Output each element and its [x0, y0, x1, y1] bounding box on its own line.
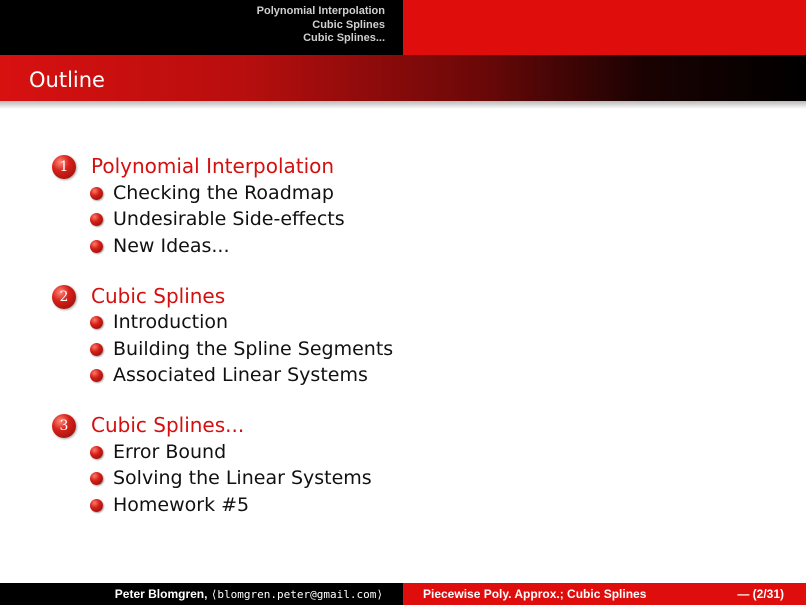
footer-bar: [0, 583, 806, 605]
title-bar-shadow: [0, 101, 806, 109]
subsection-title[interactable]: Building the Spline Segments: [113, 338, 394, 360]
subsection-title[interactable]: Error Bound: [113, 441, 227, 463]
subsection-title[interactable]: Homework #5: [113, 494, 250, 516]
header-right-panel: [403, 0, 806, 55]
footer-author: [115, 587, 383, 602]
outline-subsection[interactable]: [89, 492, 789, 518]
outline-subsection[interactable]: [89, 180, 789, 206]
section-navigation: [257, 5, 385, 46]
ball-bullet-icon: [90, 343, 103, 356]
frame-title: Outline: [29, 68, 105, 92]
header-navigation-bar: [0, 0, 806, 55]
outline-subsection[interactable]: [89, 206, 789, 232]
nav-section-3[interactable]: Cubic Splines...: [303, 32, 385, 44]
section-title[interactable]: Cubic Splines...: [91, 413, 245, 437]
outline-subsection[interactable]: [89, 233, 789, 259]
outline-subsection[interactable]: [89, 362, 789, 388]
section-title[interactable]: Cubic Splines: [91, 284, 226, 308]
ball-bullet-icon: [90, 499, 103, 512]
footer-page-number: — (2/31): [737, 587, 784, 601]
subsection-title[interactable]: Undesirable Side-effects: [113, 208, 345, 230]
section-number-badge: 1: [52, 155, 76, 179]
outline-subsection[interactable]: [89, 465, 789, 491]
nav-section-2[interactable]: Cubic Splines: [312, 18, 385, 31]
ball-bullet-icon: [90, 213, 103, 226]
header-left-panel: [0, 0, 403, 55]
footer-talk-title: Piecewise Poly. Approx.; Cubic Splines: [423, 587, 647, 601]
section-number-badge: 3: [52, 414, 76, 438]
subsection-title[interactable]: Solving the Linear Systems: [113, 467, 372, 489]
subsection-title[interactable]: Checking the Roadmap: [113, 182, 334, 204]
author-name: Peter Blomgren,: [114, 587, 208, 601]
outline-subsection[interactable]: [89, 309, 789, 335]
nav-section-1[interactable]: Polynomial Interpolation: [256, 5, 385, 17]
outline-subsection[interactable]: [89, 336, 789, 362]
subsection-title[interactable]: Associated Linear Systems: [113, 364, 368, 386]
frame-title-bar: [0, 55, 806, 101]
ball-bullet-icon: [90, 187, 103, 200]
outline-subsection[interactable]: [89, 439, 789, 465]
ball-bullet-icon: [90, 446, 103, 459]
section-number-badge: 2: [52, 285, 76, 309]
ball-bullet-icon: [90, 316, 103, 329]
subsection-title[interactable]: New Ideas...: [113, 235, 230, 257]
ball-bullet-icon: [90, 240, 103, 253]
footer-right-panel: [403, 583, 806, 605]
section-title[interactable]: Polynomial Interpolation: [91, 154, 335, 178]
footer-left-panel: [0, 583, 403, 605]
ball-bullet-icon: [90, 472, 103, 485]
author-email: ⟨blomgren.peter@gmail.com⟩: [210, 588, 383, 601]
subsection-title[interactable]: Introduction: [113, 311, 229, 333]
ball-bullet-icon: [90, 369, 103, 382]
